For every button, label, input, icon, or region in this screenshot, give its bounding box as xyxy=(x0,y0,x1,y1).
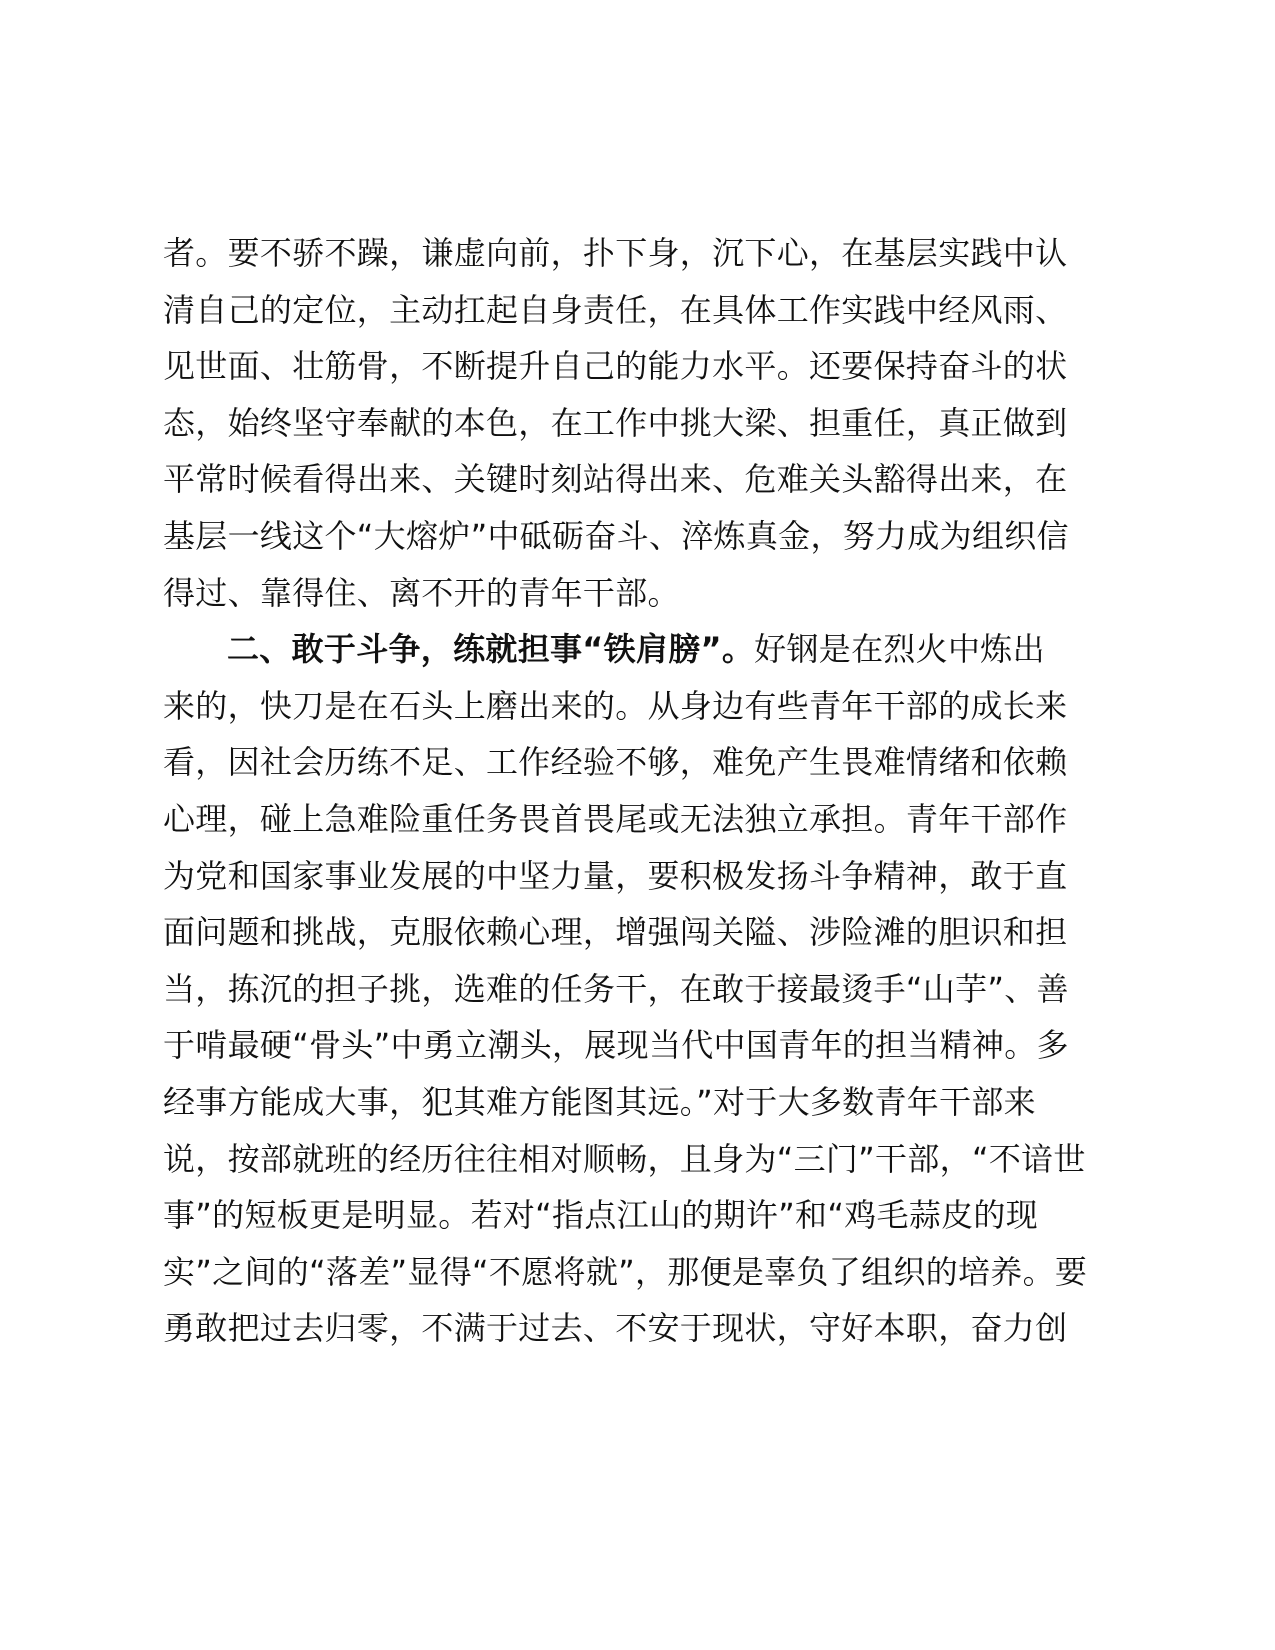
paragraph-line: 看，因社会历练不足、工作经验不够，难免产生畏难情绪和依赖 xyxy=(163,743,1068,782)
paragraph-line: 者。要不骄不躁，谦虚向前，扑下身，沉下心，在基层实践中认 xyxy=(163,234,1068,272)
paragraph-line: 说，按部就班的经历往往相对顺畅，且身为“三门”干部，“不谙世 xyxy=(163,1139,1086,1178)
paragraph-line: 基层一线这个“大熔炉”中砥砺奋斗、淬炼真金，努力成为组织信 xyxy=(163,516,1069,555)
paragraph-line: 事”的短板更是明显。若对“指点江山的期许”和“鸡毛蒜皮的现 xyxy=(163,1196,1039,1235)
paragraph-line: 面问题和挑战，克服依赖心理，增强闯关隘、涉险滩的胆识和担 xyxy=(163,913,1068,952)
paragraph-line: 为党和国家事业发展的中坚力量，要积极发扬斗争精神，敢于直 xyxy=(163,856,1068,895)
paragraph-line: 于啃最硬“骨头”中勇立潮头，展现当代中国青年的担当精神。多 xyxy=(163,1026,1069,1065)
paragraph-line: 经事方能成大事，犯其难方能图其远。”对于大多数青年干部来 xyxy=(163,1082,1036,1121)
paragraph-line: 平常时候看得出来、关键时刻站得出来、危难关头豁得出来，在 xyxy=(163,460,1068,499)
paragraph-line: 勇敢把过去归零，不满于过去、不安于现状，守好本职，奋力创 xyxy=(163,1309,1068,1348)
section-heading-line xyxy=(163,621,1123,678)
paragraph-line: 清自己的定位，主动扛起自身责任，在具体工作实践中经风雨、 xyxy=(163,290,1068,329)
paragraph-line: 当，拣沉的担子挑，选难的任务干，在敢于接最烫手“山芋”、善 xyxy=(163,969,1069,1008)
paragraph-text: 好钢是在烈火中炼出 xyxy=(754,630,1045,669)
paragraph-line: 心理，碰上急难险重任务畏首畏尾或无法独立承担。青年干部作 xyxy=(163,799,1068,838)
paragraph-line: 实”之间的“落差”显得“不愿将就”，那便是辜负了组织的培养。要 xyxy=(163,1252,1088,1291)
body-text xyxy=(163,225,1123,1357)
paragraph-line: 得过、靠得住、离不开的青年干部。 xyxy=(163,573,680,612)
paragraph-line: 来的，快刀是在石头上磨出来的。从身边有些青年干部的成长来 xyxy=(163,686,1068,725)
section-heading: 二、敢于斗争，练就担事“铁肩膀”。 xyxy=(227,630,755,669)
paragraph-line: 见世面、壮筋骨，不断提升自己的能力水平。还要保持奋斗的状 xyxy=(163,347,1068,386)
paragraph-line: 态，始终坚守奉献的本色，在工作中挑大梁、担重任，真正做到 xyxy=(163,403,1068,442)
